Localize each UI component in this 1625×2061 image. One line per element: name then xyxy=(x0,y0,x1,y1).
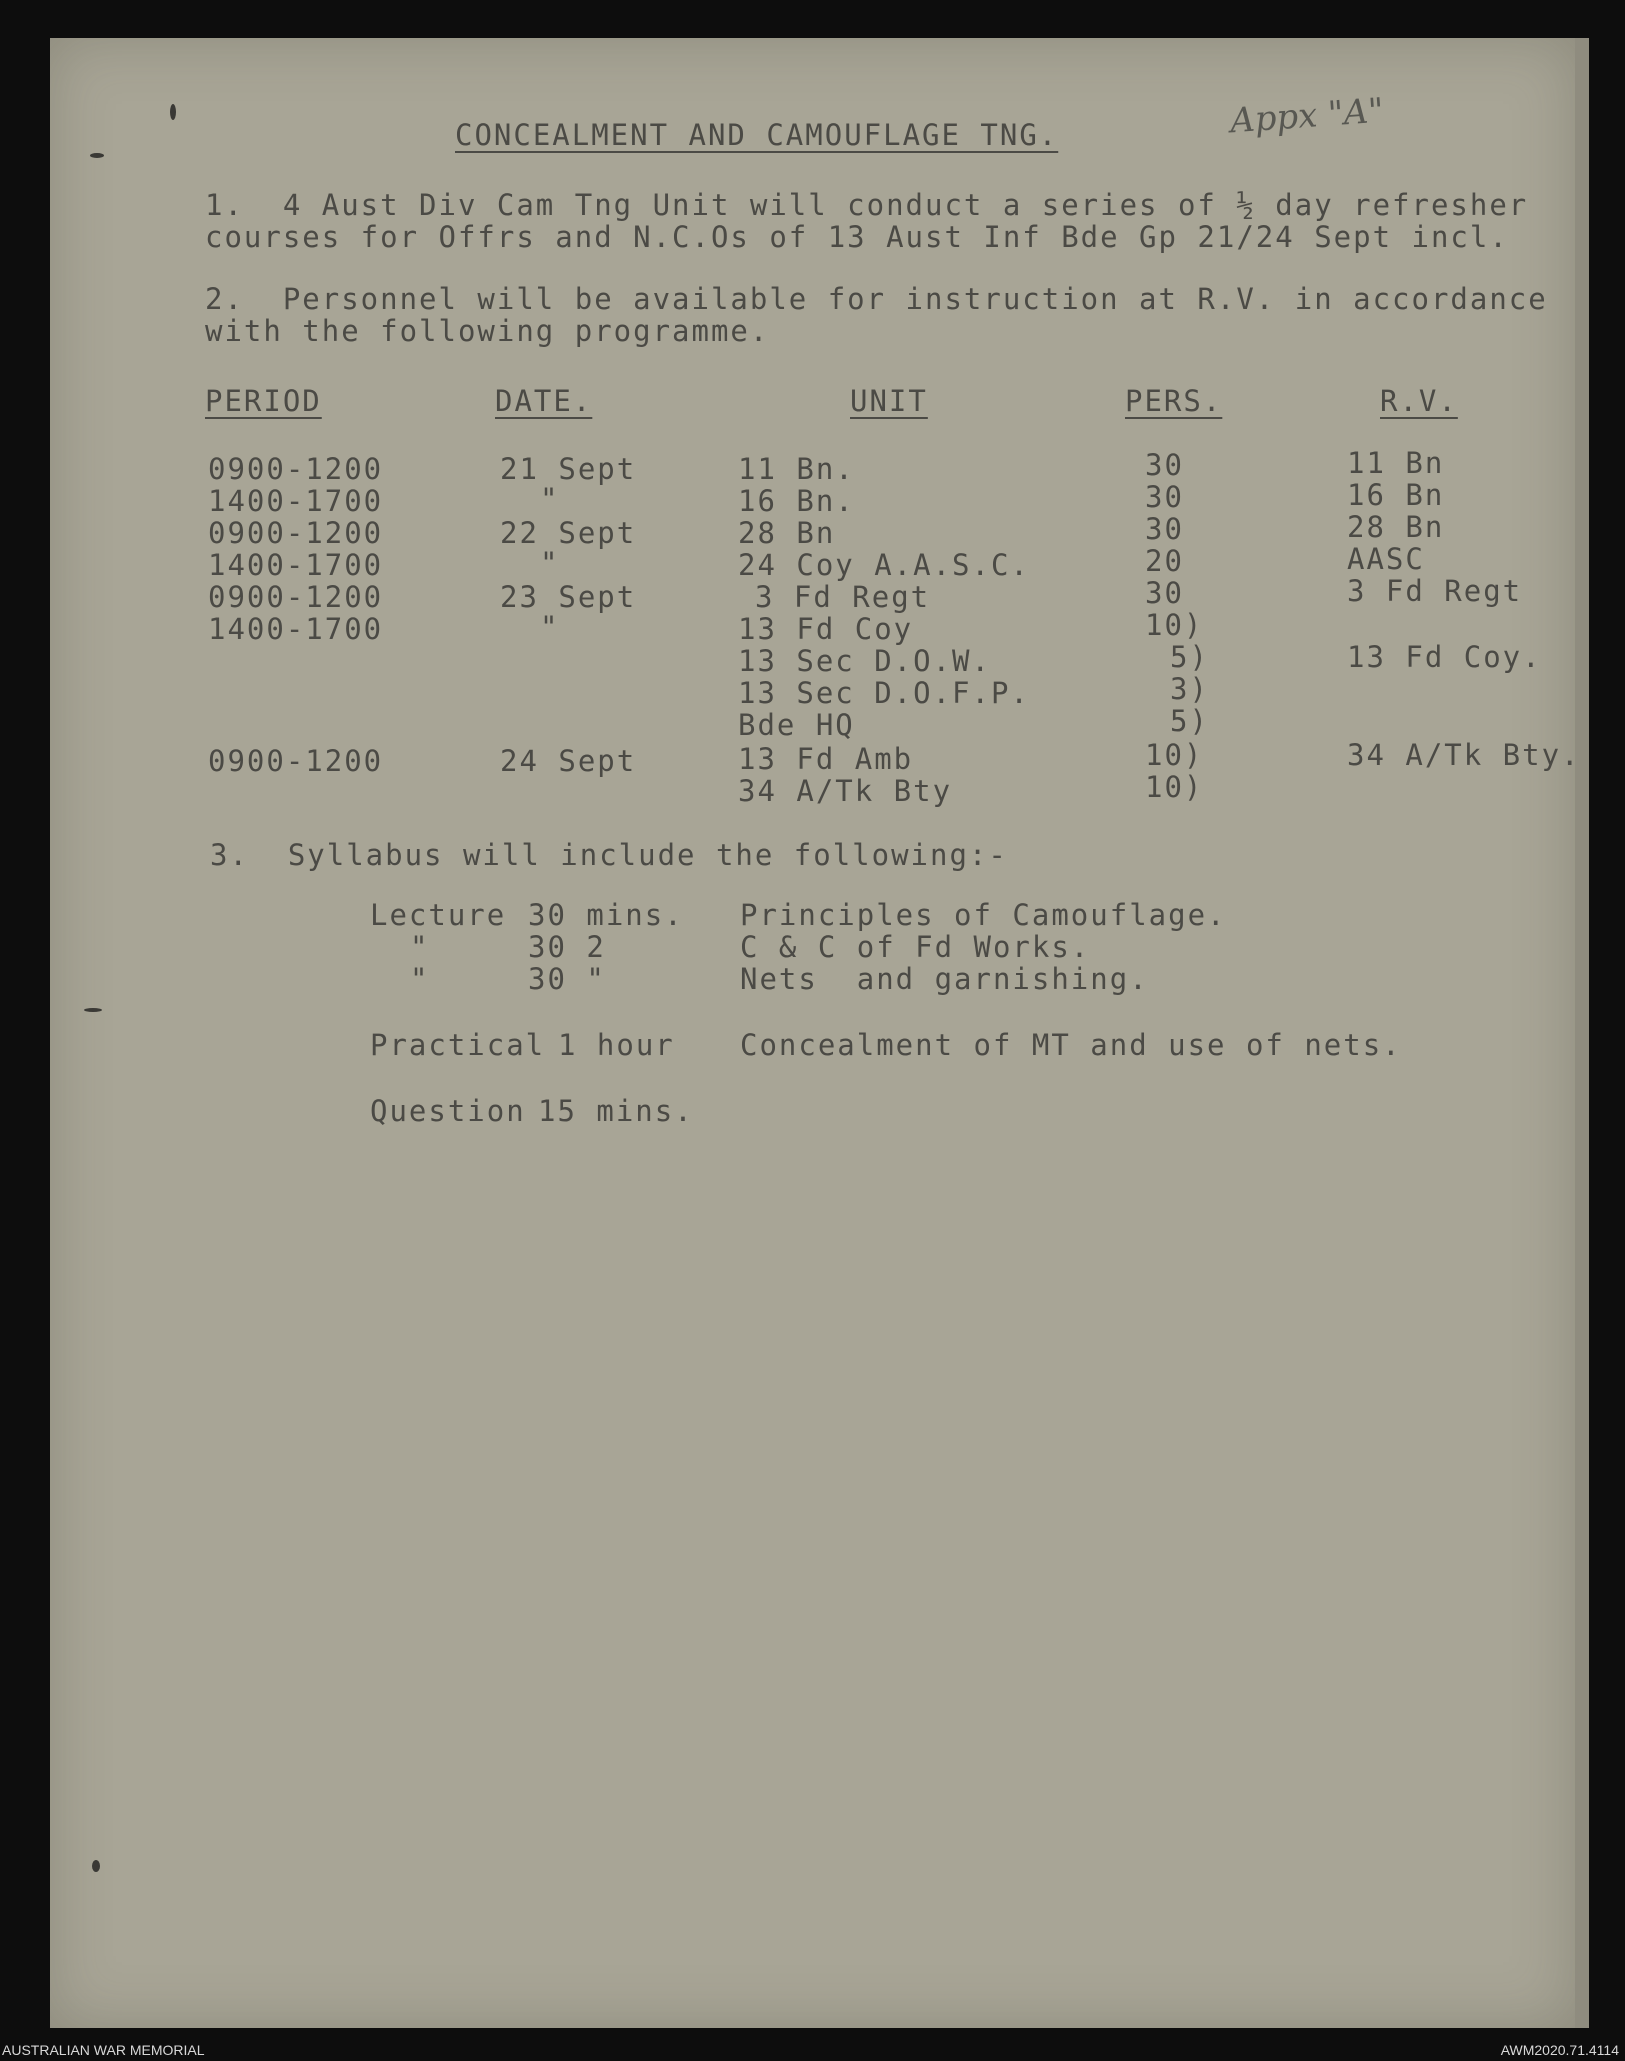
unit-cell: 16 Bn. xyxy=(738,484,855,518)
footer-credit: AUSTRALIAN WAR MEMORIAL xyxy=(2,2042,205,2058)
syllabus-duration: 30 2 xyxy=(528,930,606,964)
footer-accession-number: AWM2020.71.4114 xyxy=(1500,2042,1619,2058)
unit-cell: 13 Sec D.O.W. xyxy=(738,644,991,678)
unit-cell: 24 Coy A.A.S.C. xyxy=(738,548,1030,582)
unit-cell: 13 Sec D.O.F.P. xyxy=(738,676,1030,710)
punch-mark xyxy=(170,104,176,120)
punch-mark xyxy=(92,1860,100,1872)
rv-cell: 28 Bn xyxy=(1347,510,1445,544)
unit-cell: 28 Bn xyxy=(738,516,836,550)
appendix-annotation: Appx "A" xyxy=(1228,90,1386,142)
unit-cell: 34 A/Tk Bty xyxy=(738,774,953,808)
syllabus-duration: 15 mins. xyxy=(538,1094,694,1128)
period-cell: 0900-1200 xyxy=(208,452,384,486)
syllabus-kind: " xyxy=(410,930,430,964)
rv-cell: 16 Bn xyxy=(1347,478,1445,512)
header-period: PERIOD xyxy=(205,384,322,418)
header-rv: R.V. xyxy=(1380,384,1458,418)
syllabus-duration: 1 hour xyxy=(558,1028,675,1062)
pers-cell: 30 xyxy=(1145,448,1184,482)
period-cell: 0900-1200 xyxy=(208,580,384,614)
header-unit: UNIT xyxy=(850,384,928,418)
syllabus-kind: Lecture xyxy=(370,898,507,932)
pers-cell: 5) xyxy=(1170,640,1209,674)
rv-cell: 3 Fd Regt xyxy=(1347,574,1523,608)
period-cell: 0900-1200 xyxy=(208,516,384,550)
pers-cell: 30 xyxy=(1145,512,1184,546)
para1-line2: courses for Offrs and N.C.Os of 13 Aust Inf Bde Gp 21/24 Sept incl. xyxy=(205,220,1509,254)
syllabus-kind: Practical xyxy=(370,1028,546,1062)
pers-cell: 5) xyxy=(1170,704,1209,738)
period-cell: 1400-1700 xyxy=(208,548,384,582)
header-date: DATE. xyxy=(495,384,593,418)
document-title: CONCEALMENT AND CAMOUFLAGE TNG. xyxy=(455,118,1059,152)
rv-cell: 13 Fd Coy. xyxy=(1347,640,1542,674)
pers-cell: 30 xyxy=(1145,480,1184,514)
syllabus-topic: Principles of Camouflage. xyxy=(740,898,1227,932)
pers-cell: 30 xyxy=(1145,576,1184,610)
punch-mark xyxy=(84,1008,102,1012)
unit-cell: Bde HQ xyxy=(738,708,855,742)
unit-cell: 13 Fd Amb xyxy=(738,742,914,776)
syllabus-topic: Nets and garnishing. xyxy=(740,962,1149,996)
period-cell: 0900-1200 xyxy=(208,744,384,778)
syllabus-topic: Concealment of MT and use of nets. xyxy=(740,1028,1402,1062)
paper-edge xyxy=(1575,38,1589,2028)
para2-line2: with the following programme. xyxy=(205,314,770,348)
date-cell: " xyxy=(540,610,560,644)
date-cell: 24 Sept xyxy=(500,744,637,778)
para1-line1: 1. 4 Aust Div Cam Tng Unit will conduct a series of ½ day refresher xyxy=(205,188,1529,222)
punch-mark xyxy=(90,153,104,158)
syllabus-duration: 30 " xyxy=(528,962,606,996)
period-cell: 1400-1700 xyxy=(208,484,384,518)
unit-cell: 3 Fd Regt xyxy=(755,580,931,614)
header-pers: PERS. xyxy=(1125,384,1223,418)
date-cell: 23 Sept xyxy=(500,580,637,614)
syllabus-kind: " xyxy=(410,962,430,996)
para3-heading: 3. Syllabus will include the following:- xyxy=(210,838,1008,872)
pers-cell: 3) xyxy=(1170,672,1209,706)
period-cell: 1400-1700 xyxy=(208,612,384,646)
document-page xyxy=(50,38,1581,2028)
date-cell: 21 Sept xyxy=(500,452,637,486)
syllabus-kind: Question xyxy=(370,1094,526,1128)
syllabus-duration: 30 mins. xyxy=(528,898,684,932)
pers-cell: 20 xyxy=(1145,544,1184,578)
unit-cell: 11 Bn. xyxy=(738,452,855,486)
date-cell: " xyxy=(540,546,560,580)
unit-cell: 13 Fd Coy xyxy=(738,612,914,646)
date-cell: " xyxy=(540,482,560,516)
date-cell: 22 Sept xyxy=(500,516,637,550)
syllabus-topic: C & C of Fd Works. xyxy=(740,930,1091,964)
para2-line1: 2. Personnel will be available for instruction at R.V. in accordance xyxy=(205,282,1548,316)
rv-cell: 11 Bn xyxy=(1347,446,1445,480)
pers-cell: 10) xyxy=(1145,770,1204,804)
pers-cell: 10) xyxy=(1145,608,1204,642)
rv-cell: 34 A/Tk Bty. xyxy=(1347,738,1581,772)
rv-cell: AASC xyxy=(1347,542,1425,576)
pers-cell: 10) xyxy=(1145,738,1204,772)
